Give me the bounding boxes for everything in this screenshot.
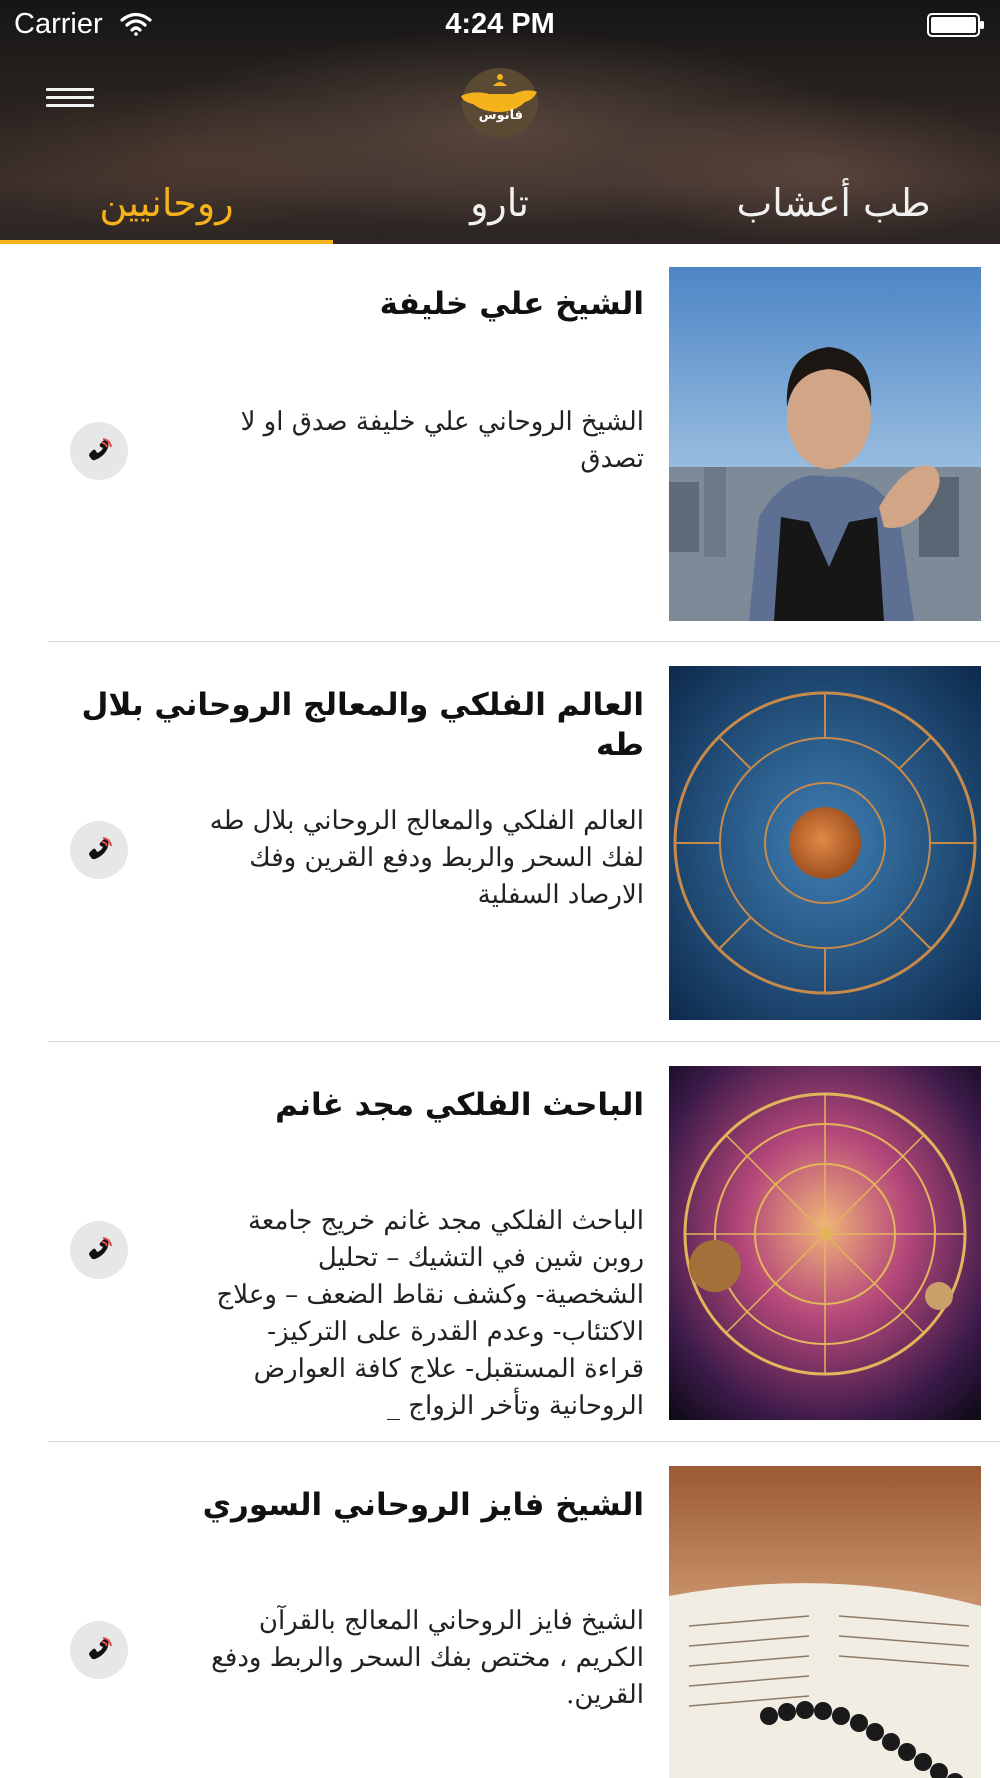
call-button[interactable] — [70, 821, 128, 879]
phone-icon — [83, 435, 115, 467]
item-title: العالم الفلكي والمعالج الروحاني بلال طه — [81, 687, 644, 763]
call-button[interactable] — [70, 1221, 128, 1279]
list-item[interactable] — [0, 643, 1000, 1043]
quran-prayer-beads-photo — [669, 1466, 981, 1778]
app-header — [0, 0, 1000, 244]
lamp-logo-icon — [453, 66, 541, 138]
list-item[interactable] — [0, 1043, 1000, 1443]
clock: 4:24 PM — [445, 8, 555, 40]
category-tabs — [0, 170, 1000, 244]
phone-icon — [83, 1234, 115, 1266]
item-title: الشيخ علي خليفة — [379, 286, 644, 322]
hamburger-menu-icon[interactable] — [46, 88, 94, 110]
item-description: الشيخ فايز الروحاني المعالج بالقرآن الكريم ، مختص بفك السحر والربط ودفع القرين. — [211, 1606, 644, 1710]
logo-text: فانوس — [478, 108, 523, 123]
item-title: الباحث الفلكي مجد غانم — [275, 1087, 644, 1123]
item-description: الباحث الفلكي مجد غانم خريج جامعة روبن شين في التشيك – تحليل الشخصية- وكشف نقاط الضعف – وعلاج الاكتئاب- وعدم القدرة على التركيز- قراءة المستقبل- علاج كافة العوارض الروحانية وتأخر الزواج _ — [216, 1206, 644, 1421]
item-description: الشيخ الروحاني علي خليفة صدق او لا تصدق — [240, 407, 644, 474]
item-title: الشيخ فايز الروحاني السوري — [202, 1487, 644, 1523]
battery-icon — [927, 13, 985, 37]
carrier-label: Carrier — [14, 8, 103, 40]
app-logo — [453, 66, 541, 138]
list-separator — [48, 1041, 1000, 1042]
list-separator — [48, 1441, 1000, 1442]
tab-spiritualists[interactable]: روحانيين — [99, 181, 234, 225]
astrology-clock-photo — [669, 1066, 981, 1420]
list-item[interactable] — [0, 1443, 1000, 1778]
zodiac-wheel-photo — [669, 666, 981, 1020]
item-description: العالم الفلكي والمعالج الروحاني بلال طه لفك السحر والربط ودفع القرين وفك الارصاد السفلية — [209, 806, 644, 910]
status-bar — [0, 0, 1000, 50]
list-item[interactable] — [0, 244, 1000, 644]
phone-icon — [83, 834, 115, 866]
call-button[interactable] — [70, 422, 128, 480]
tab-herbal-medicine[interactable]: طب أعشاب — [736, 181, 931, 225]
man-speaking-photo — [669, 267, 981, 621]
call-button[interactable] — [70, 1621, 128, 1679]
tab-tarot[interactable]: تارو — [470, 181, 529, 225]
list-separator — [48, 641, 1000, 642]
phone-icon — [83, 1634, 115, 1666]
